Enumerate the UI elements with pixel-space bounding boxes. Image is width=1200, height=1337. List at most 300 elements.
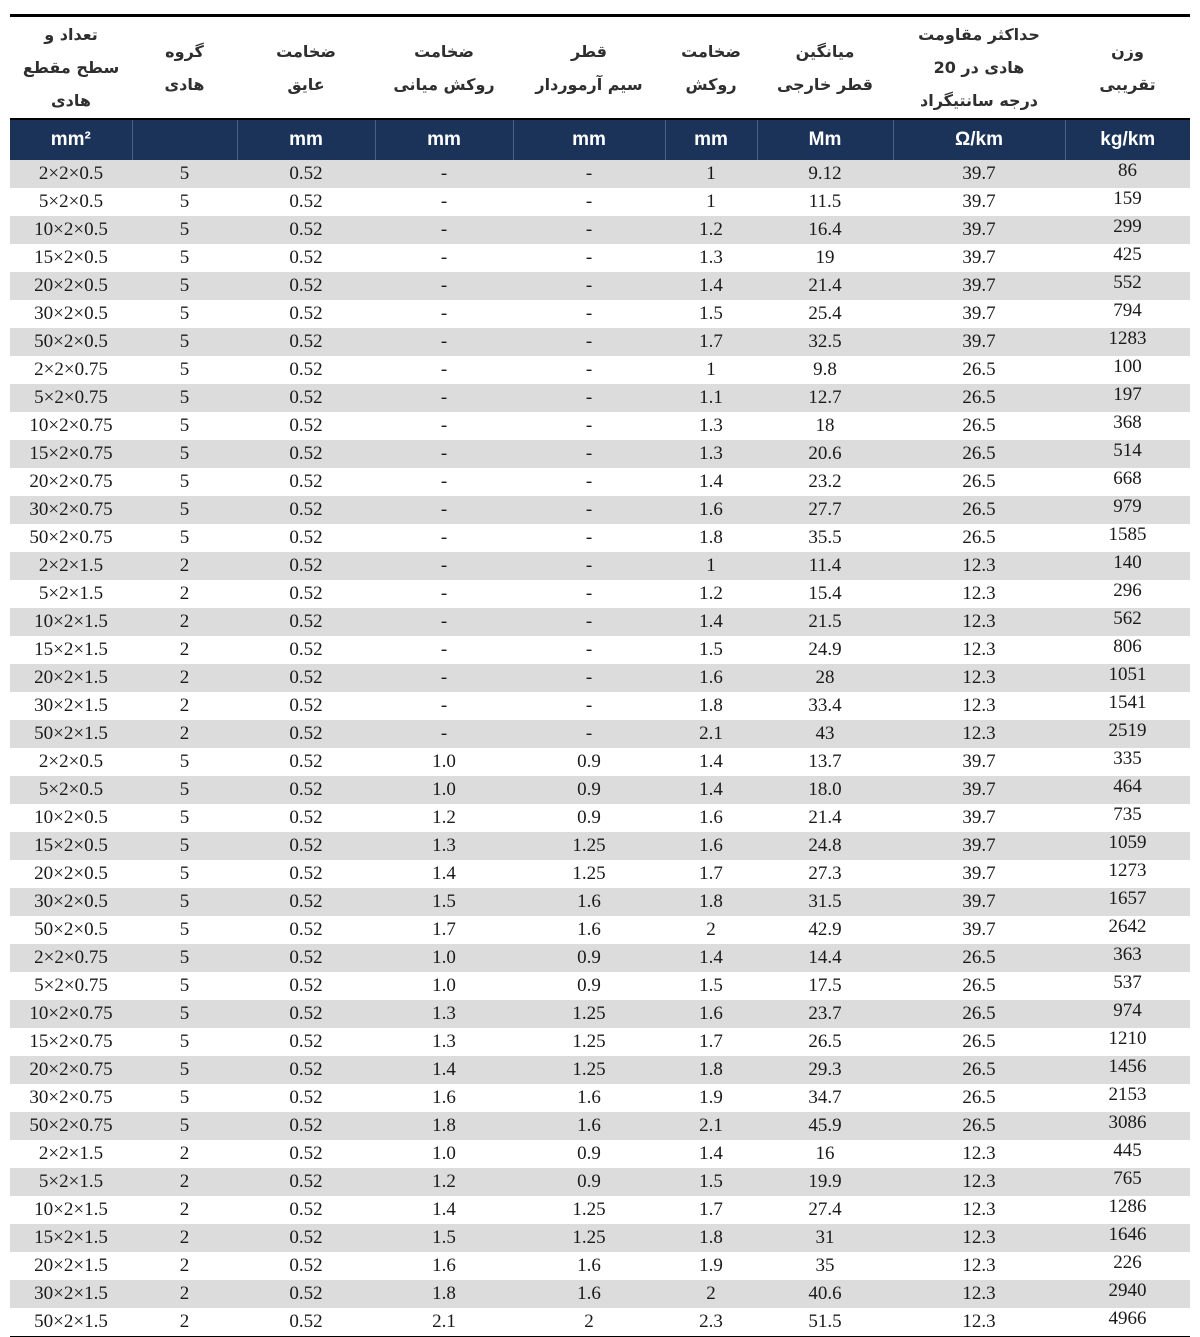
cell-inner_sheath: - xyxy=(375,216,513,244)
cell-group: 5 xyxy=(132,188,237,216)
cell-armour_wire: - xyxy=(513,496,665,524)
cell-weight: 1541 xyxy=(1065,692,1190,720)
cell-outer_diameter: 43 xyxy=(757,720,893,748)
cell-resistance: 39.7 xyxy=(893,748,1065,776)
cell-resistance: 12.3 xyxy=(893,664,1065,692)
table-row xyxy=(10,1028,1190,1056)
cell-section: 30×2×0.5 xyxy=(10,300,132,328)
cell-section: 20×2×0.5 xyxy=(10,860,132,888)
cell-sheath: 1.4 xyxy=(665,748,757,776)
cell-weight: 514 xyxy=(1065,440,1190,468)
cell-section: 30×2×0.5 xyxy=(10,888,132,916)
cell-armour_wire: 2 xyxy=(513,1308,665,1336)
cable-spec-table xyxy=(10,17,1190,1336)
cell-sheath: 1.9 xyxy=(665,1252,757,1280)
cell-section: 2×2×0.5 xyxy=(10,160,132,188)
cell-section: 5×2×0.5 xyxy=(10,188,132,216)
cell-outer_diameter: 27.7 xyxy=(757,496,893,524)
cell-sheath: 1.4 xyxy=(665,776,757,804)
cell-sheath: 1.7 xyxy=(665,328,757,356)
column-header-line: هادی در 20 xyxy=(933,58,1025,77)
cell-group: 5 xyxy=(132,944,237,972)
cell-insulation: 0.52 xyxy=(237,832,375,860)
cell-inner_sheath: 1.8 xyxy=(375,1112,513,1140)
cell-outer_diameter: 24.8 xyxy=(757,832,893,860)
table-row xyxy=(10,1084,1190,1112)
cell-sheath: 1.4 xyxy=(665,1140,757,1168)
cell-armour_wire: - xyxy=(513,664,665,692)
cell-section: 50×2×0.5 xyxy=(10,328,132,356)
cell-sheath: 1.6 xyxy=(665,832,757,860)
cell-section: 5×2×0.75 xyxy=(10,384,132,412)
cell-inner_sheath: - xyxy=(375,244,513,272)
table-row xyxy=(10,1056,1190,1084)
cell-insulation: 0.52 xyxy=(237,692,375,720)
cell-sheath: 1 xyxy=(665,356,757,384)
cell-sheath: 1.5 xyxy=(665,972,757,1000)
cell-insulation: 0.52 xyxy=(237,468,375,496)
cell-resistance: 12.3 xyxy=(893,1168,1065,1196)
cell-inner_sheath: - xyxy=(375,468,513,496)
column-header-line: سطح مقطع xyxy=(22,58,120,77)
cell-inner_sheath: 1.3 xyxy=(375,1000,513,1028)
cell-group: 5 xyxy=(132,1112,237,1140)
column-header-line: گروه xyxy=(165,41,204,61)
cell-section: 5×2×1.5 xyxy=(10,1168,132,1196)
table-row xyxy=(10,188,1190,216)
cell-inner_sheath: - xyxy=(375,300,513,328)
cell-weight: 1585 xyxy=(1065,524,1190,552)
cell-insulation: 0.52 xyxy=(237,384,375,412)
cell-inner_sheath: - xyxy=(375,580,513,608)
cell-armour_wire: 1.6 xyxy=(513,888,665,916)
table-row xyxy=(10,160,1190,188)
cell-sheath: 1.4 xyxy=(665,944,757,972)
cell-section: 20×2×0.75 xyxy=(10,1056,132,1084)
cell-resistance: 39.7 xyxy=(893,216,1065,244)
cell-insulation: 0.52 xyxy=(237,1196,375,1224)
cell-armour_wire: 1.25 xyxy=(513,1028,665,1056)
cell-weight: 335 xyxy=(1065,748,1190,776)
cell-insulation: 0.52 xyxy=(237,776,375,804)
cell-resistance: 26.5 xyxy=(893,1000,1065,1028)
cell-resistance: 39.7 xyxy=(893,776,1065,804)
cell-sheath: 1.6 xyxy=(665,804,757,832)
column-header-line: ضخامت xyxy=(276,41,336,61)
cell-sheath: 2.1 xyxy=(665,720,757,748)
cell-inner_sheath: 1.0 xyxy=(375,972,513,1000)
cell-group: 5 xyxy=(132,832,237,860)
cell-section: 15×2×0.75 xyxy=(10,440,132,468)
cell-resistance: 26.5 xyxy=(893,524,1065,552)
cell-resistance: 26.5 xyxy=(893,1112,1065,1140)
table-row xyxy=(10,1308,1190,1336)
cell-armour_wire: - xyxy=(513,552,665,580)
cell-weight: 2642 xyxy=(1065,916,1190,944)
cell-group: 5 xyxy=(132,160,237,188)
column-header-weight xyxy=(1065,17,1190,119)
cell-inner_sheath: - xyxy=(375,552,513,580)
cell-insulation: 0.52 xyxy=(237,720,375,748)
cell-group: 5 xyxy=(132,300,237,328)
cell-group: 5 xyxy=(132,244,237,272)
table-row xyxy=(10,664,1190,692)
table-row xyxy=(10,328,1190,356)
cell-inner_sheath: 1.0 xyxy=(375,748,513,776)
cell-insulation: 0.52 xyxy=(237,1224,375,1252)
column-header-line: روکش میانی xyxy=(393,74,495,94)
cell-group: 2 xyxy=(132,552,237,580)
cell-sheath: 1.2 xyxy=(665,216,757,244)
cell-outer_diameter: 11.4 xyxy=(757,552,893,580)
cell-section: 2×2×0.75 xyxy=(10,356,132,384)
cell-armour_wire: - xyxy=(513,720,665,748)
cell-outer_diameter: 27.4 xyxy=(757,1196,893,1224)
cell-resistance: 39.7 xyxy=(893,832,1065,860)
cell-weight: 974 xyxy=(1065,1000,1190,1028)
cell-armour_wire: - xyxy=(513,244,665,272)
cell-outer_diameter: 40.6 xyxy=(757,1280,893,1308)
cell-section: 50×2×1.5 xyxy=(10,1308,132,1336)
cell-inner_sheath: - xyxy=(375,664,513,692)
cell-outer_diameter: 21.5 xyxy=(757,608,893,636)
table-row xyxy=(10,832,1190,860)
cell-inner_sheath: 1.4 xyxy=(375,860,513,888)
column-header-line: هادی xyxy=(51,91,91,110)
cell-weight: 1283 xyxy=(1065,328,1190,356)
cell-inner_sheath: 1.2 xyxy=(375,804,513,832)
cell-resistance: 12.3 xyxy=(893,1280,1065,1308)
cell-insulation: 0.52 xyxy=(237,1084,375,1112)
table-row xyxy=(10,1224,1190,1252)
cell-weight: 1646 xyxy=(1065,1224,1190,1252)
cell-insulation: 0.52 xyxy=(237,580,375,608)
cell-section: 15×2×1.5 xyxy=(10,1224,132,1252)
cell-outer_diameter: 35 xyxy=(757,1252,893,1280)
column-header-line: عایق xyxy=(287,74,325,94)
cell-armour_wire: - xyxy=(513,384,665,412)
cell-resistance: 39.7 xyxy=(893,916,1065,944)
cell-outer_diameter: 17.5 xyxy=(757,972,893,1000)
cell-weight: 368 xyxy=(1065,412,1190,440)
cell-inner_sheath: - xyxy=(375,188,513,216)
cell-section: 5×2×1.5 xyxy=(10,580,132,608)
table-row xyxy=(10,860,1190,888)
column-header-line: درجه سانتیگراد xyxy=(920,91,1038,110)
cell-resistance: 26.5 xyxy=(893,384,1065,412)
cell-armour_wire: 0.9 xyxy=(513,1168,665,1196)
cell-section: 30×2×1.5 xyxy=(10,1280,132,1308)
cell-resistance: 12.3 xyxy=(893,552,1065,580)
column-header-armour_wire xyxy=(513,17,665,119)
cell-weight: 100 xyxy=(1065,356,1190,384)
cell-armour_wire: - xyxy=(513,636,665,664)
cell-armour_wire: 1.6 xyxy=(513,1280,665,1308)
cell-section: 15×2×1.5 xyxy=(10,636,132,664)
cell-weight: 2519 xyxy=(1065,720,1190,748)
cell-inner_sheath: - xyxy=(375,412,513,440)
cell-section: 50×2×0.5 xyxy=(10,916,132,944)
cell-inner_sheath: 1.6 xyxy=(375,1252,513,1280)
cell-armour_wire: 1.25 xyxy=(513,1056,665,1084)
cell-group: 2 xyxy=(132,1140,237,1168)
cell-sheath: 1 xyxy=(665,160,757,188)
cell-resistance: 12.3 xyxy=(893,1224,1065,1252)
cell-sheath: 1.8 xyxy=(665,692,757,720)
cell-armour_wire: 0.9 xyxy=(513,972,665,1000)
table-row xyxy=(10,384,1190,412)
cell-insulation: 0.52 xyxy=(237,300,375,328)
cell-insulation: 0.52 xyxy=(237,524,375,552)
column-header-line: حداکثر مقاومت xyxy=(918,25,1040,44)
cell-insulation: 0.52 xyxy=(237,916,375,944)
unit-label-armour_wire: mm xyxy=(513,119,665,160)
cell-sheath: 1.3 xyxy=(665,440,757,468)
cell-insulation: 0.52 xyxy=(237,160,375,188)
cell-group: 5 xyxy=(132,888,237,916)
column-header-group xyxy=(132,17,237,119)
cell-outer_diameter: 42.9 xyxy=(757,916,893,944)
cell-sheath: 1.3 xyxy=(665,244,757,272)
column-header-line: میانگین xyxy=(795,41,855,61)
cell-group: 2 xyxy=(132,636,237,664)
cell-resistance: 26.5 xyxy=(893,468,1065,496)
cell-insulation: 0.52 xyxy=(237,1140,375,1168)
cell-resistance: 39.7 xyxy=(893,860,1065,888)
table-row xyxy=(10,888,1190,916)
cell-inner_sheath: - xyxy=(375,692,513,720)
table-row xyxy=(10,412,1190,440)
cell-outer_diameter: 32.5 xyxy=(757,328,893,356)
column-header-line: روکش xyxy=(685,74,737,94)
cell-group: 2 xyxy=(132,608,237,636)
cell-section: 20×2×1.5 xyxy=(10,664,132,692)
cell-insulation: 0.52 xyxy=(237,1000,375,1028)
cell-armour_wire: - xyxy=(513,328,665,356)
cell-outer_diameter: 51.5 xyxy=(757,1308,893,1336)
cell-insulation: 0.52 xyxy=(237,244,375,272)
cell-armour_wire: 0.9 xyxy=(513,944,665,972)
cell-group: 2 xyxy=(132,1224,237,1252)
cell-weight: 425 xyxy=(1065,244,1190,272)
cell-resistance: 39.7 xyxy=(893,888,1065,916)
cell-outer_diameter: 35.5 xyxy=(757,524,893,552)
cell-outer_diameter: 19 xyxy=(757,244,893,272)
cell-section: 20×2×0.75 xyxy=(10,468,132,496)
cell-weight: 562 xyxy=(1065,608,1190,636)
cell-inner_sheath: 1.5 xyxy=(375,888,513,916)
cell-group: 5 xyxy=(132,356,237,384)
cell-weight: 159 xyxy=(1065,188,1190,216)
cell-group: 2 xyxy=(132,1252,237,1280)
cell-sheath: 1.5 xyxy=(665,636,757,664)
cell-sheath: 1.7 xyxy=(665,1028,757,1056)
cell-section: 30×2×0.75 xyxy=(10,1084,132,1112)
cell-outer_diameter: 20.6 xyxy=(757,440,893,468)
cell-insulation: 0.52 xyxy=(237,1056,375,1084)
cell-resistance: 12.3 xyxy=(893,1140,1065,1168)
cell-weight: 794 xyxy=(1065,300,1190,328)
table-row xyxy=(10,524,1190,552)
cell-outer_diameter: 21.4 xyxy=(757,804,893,832)
column-header-insulation xyxy=(237,17,375,119)
cell-insulation: 0.52 xyxy=(237,1028,375,1056)
cell-outer_diameter: 18 xyxy=(757,412,893,440)
cell-weight: 363 xyxy=(1065,944,1190,972)
cell-weight: 979 xyxy=(1065,496,1190,524)
cell-inner_sheath: 1.6 xyxy=(375,1084,513,1112)
cell-outer_diameter: 31.5 xyxy=(757,888,893,916)
cell-outer_diameter: 23.2 xyxy=(757,468,893,496)
cell-section: 10×2×1.5 xyxy=(10,608,132,636)
cell-inner_sheath: 1.0 xyxy=(375,776,513,804)
cell-sheath: 1.4 xyxy=(665,468,757,496)
table-row xyxy=(10,972,1190,1000)
cell-armour_wire: - xyxy=(513,524,665,552)
cell-insulation: 0.52 xyxy=(237,1112,375,1140)
table-row xyxy=(10,244,1190,272)
cell-insulation: 0.52 xyxy=(237,1168,375,1196)
cell-section: 50×2×0.75 xyxy=(10,524,132,552)
cell-weight: 1456 xyxy=(1065,1056,1190,1084)
cell-weight: 806 xyxy=(1065,636,1190,664)
column-header-line: تعداد و xyxy=(44,25,98,44)
cell-sheath: 1.8 xyxy=(665,888,757,916)
cell-weight: 1657 xyxy=(1065,888,1190,916)
cell-armour_wire: - xyxy=(513,272,665,300)
cell-section: 2×2×1.5 xyxy=(10,1140,132,1168)
column-header-line: قطر خارجی xyxy=(776,74,874,94)
cell-section: 15×2×0.5 xyxy=(10,244,132,272)
cell-armour_wire: 1.25 xyxy=(513,832,665,860)
cell-inner_sheath: 1.5 xyxy=(375,1224,513,1252)
cell-outer_diameter: 19.9 xyxy=(757,1168,893,1196)
cell-section: 5×2×0.5 xyxy=(10,776,132,804)
cell-armour_wire: 0.9 xyxy=(513,804,665,832)
cell-section: 2×2×0.75 xyxy=(10,944,132,972)
cell-weight: 1059 xyxy=(1065,832,1190,860)
cell-group: 5 xyxy=(132,1084,237,1112)
table-row xyxy=(10,692,1190,720)
cell-insulation: 0.52 xyxy=(237,552,375,580)
cell-group: 5 xyxy=(132,412,237,440)
cell-inner_sheath: - xyxy=(375,496,513,524)
column-header-line: ضخامت xyxy=(681,41,741,61)
cell-resistance: 39.7 xyxy=(893,272,1065,300)
cell-sheath: 1.4 xyxy=(665,608,757,636)
cell-armour_wire: - xyxy=(513,608,665,636)
cell-insulation: 0.52 xyxy=(237,664,375,692)
cell-group: 5 xyxy=(132,272,237,300)
cell-group: 5 xyxy=(132,1028,237,1056)
cell-resistance: 12.3 xyxy=(893,720,1065,748)
cell-outer_diameter: 26.5 xyxy=(757,1028,893,1056)
column-header-resistance xyxy=(893,17,1065,119)
cell-inner_sheath: 1.0 xyxy=(375,1140,513,1168)
cell-outer_diameter: 23.7 xyxy=(757,1000,893,1028)
cell-armour_wire: 1.25 xyxy=(513,860,665,888)
cell-group: 2 xyxy=(132,1280,237,1308)
cell-inner_sheath: - xyxy=(375,440,513,468)
unit-label-insulation: mm xyxy=(237,119,375,160)
cell-resistance: 39.7 xyxy=(893,160,1065,188)
table-row xyxy=(10,1280,1190,1308)
cell-resistance: 12.3 xyxy=(893,692,1065,720)
cell-group: 5 xyxy=(132,916,237,944)
cell-armour_wire: 1.25 xyxy=(513,1224,665,1252)
table-row xyxy=(10,776,1190,804)
cell-resistance: 12.3 xyxy=(893,1308,1065,1336)
table-row xyxy=(10,916,1190,944)
cell-insulation: 0.52 xyxy=(237,804,375,832)
cell-weight: 668 xyxy=(1065,468,1190,496)
cell-insulation: 0.52 xyxy=(237,748,375,776)
table-row xyxy=(10,1252,1190,1280)
table-row xyxy=(10,356,1190,384)
cell-insulation: 0.52 xyxy=(237,1252,375,1280)
cell-resistance: 12.3 xyxy=(893,1252,1065,1280)
cell-section: 20×2×0.5 xyxy=(10,272,132,300)
cell-group: 5 xyxy=(132,468,237,496)
column-header-line: هادی xyxy=(164,74,205,94)
cell-sheath: 1.7 xyxy=(665,860,757,888)
cell-sheath: 1.1 xyxy=(665,384,757,412)
cell-outer_diameter: 15.4 xyxy=(757,580,893,608)
cell-weight: 4966 xyxy=(1065,1308,1190,1336)
cell-weight: 197 xyxy=(1065,384,1190,412)
cell-section: 2×2×1.5 xyxy=(10,552,132,580)
cell-armour_wire: - xyxy=(513,216,665,244)
cell-inner_sheath: - xyxy=(375,272,513,300)
cell-weight: 140 xyxy=(1065,552,1190,580)
table-row xyxy=(10,636,1190,664)
cell-armour_wire: - xyxy=(513,356,665,384)
cell-sheath: 1.3 xyxy=(665,412,757,440)
cell-weight: 3086 xyxy=(1065,1112,1190,1140)
column-header-sheath xyxy=(665,17,757,119)
table-row xyxy=(10,1112,1190,1140)
cell-outer_diameter: 21.4 xyxy=(757,272,893,300)
cell-sheath: 1.8 xyxy=(665,524,757,552)
cell-weight: 445 xyxy=(1065,1140,1190,1168)
cell-insulation: 0.52 xyxy=(237,188,375,216)
cell-insulation: 0.52 xyxy=(237,888,375,916)
cell-section: 15×2×0.5 xyxy=(10,832,132,860)
cell-insulation: 0.52 xyxy=(237,1308,375,1336)
cell-outer_diameter: 16.4 xyxy=(757,216,893,244)
cell-weight: 1273 xyxy=(1065,860,1190,888)
cell-section: 15×2×0.75 xyxy=(10,1028,132,1056)
cell-sheath: 1.5 xyxy=(665,300,757,328)
cell-weight: 2940 xyxy=(1065,1280,1190,1308)
cell-armour_wire: 1.25 xyxy=(513,1196,665,1224)
cell-sheath: 1.4 xyxy=(665,272,757,300)
cell-sheath: 2.1 xyxy=(665,1112,757,1140)
cell-section: 20×2×1.5 xyxy=(10,1252,132,1280)
table-row xyxy=(10,580,1190,608)
cell-inner_sheath: 1.8 xyxy=(375,1280,513,1308)
cell-inner_sheath: - xyxy=(375,384,513,412)
cell-inner_sheath: 1.3 xyxy=(375,832,513,860)
cell-resistance: 26.5 xyxy=(893,356,1065,384)
cell-armour_wire: - xyxy=(513,300,665,328)
cell-inner_sheath: - xyxy=(375,356,513,384)
table-row xyxy=(10,1000,1190,1028)
cell-group: 5 xyxy=(132,384,237,412)
cell-outer_diameter: 11.5 xyxy=(757,188,893,216)
cell-group: 5 xyxy=(132,776,237,804)
cell-outer_diameter: 33.4 xyxy=(757,692,893,720)
